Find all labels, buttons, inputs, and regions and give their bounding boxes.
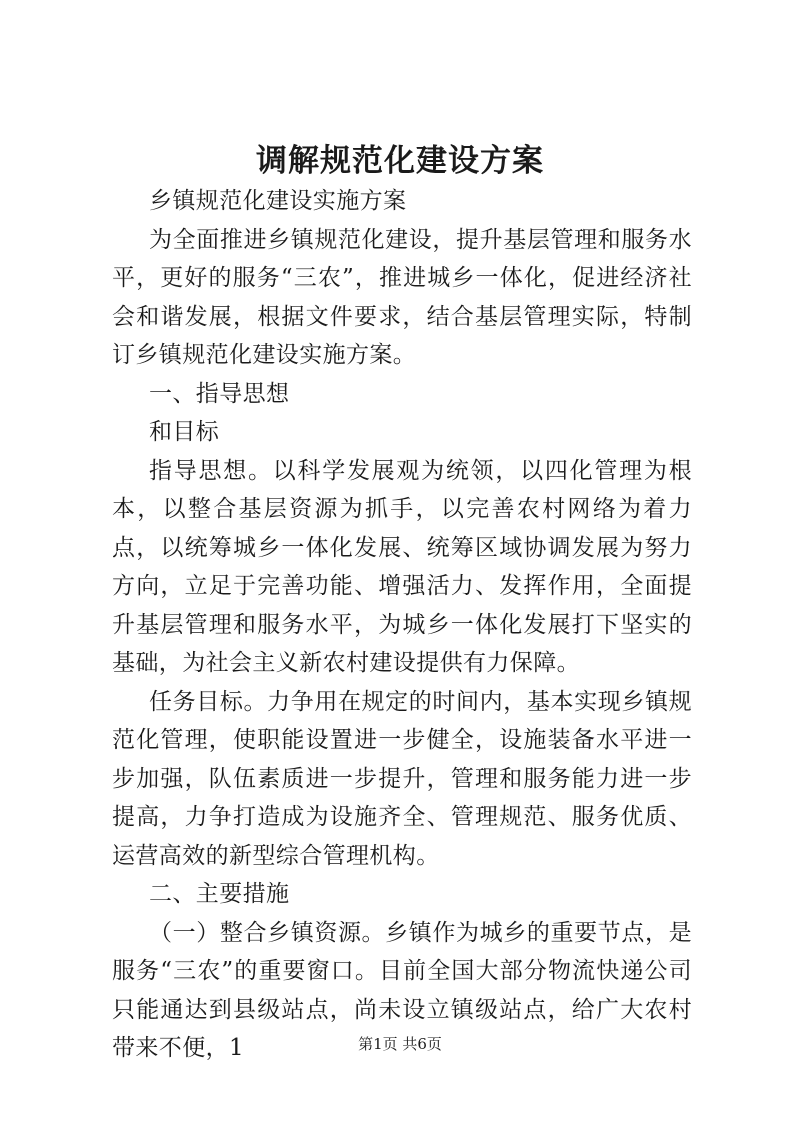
paragraph-subtitle: 乡镇规范化建设实施方案 (149, 188, 407, 214)
document-title: 调解规范化建设方案 (256, 143, 544, 179)
heading-and-goals: 和目标 (149, 419, 220, 445)
document-body (112, 182, 692, 1068)
page-footer: 第1页 共6页 (358, 1035, 442, 1053)
heading-guiding-thought: 一、指导思想 (149, 380, 290, 407)
paragraph-intro: 为全面推进乡镇规范化建设，提升基层管理和服务水平，更好的服务“三农”，推进城乡一体化，促进经济社会和谐发展，根据文件要求，结合基层管理实际，特制订乡镇规范化建设实施方案。 (112, 226, 692, 368)
paragraph-guiding-thought: 指导思想。以科学发展观为统领，以四化管理为根本，以整合基层资源为抓手，以完善农村网络为着力点，以统筹城乡一体化发展、统筹区域协调发展为努力方向，立足于完善功能、增强活力、发挥作用，全面提升基层管理和服务水平，为城乡一体化发展打下坚实的基础，为社会主义新农村建设提供有力保障。 (112, 457, 692, 676)
paragraph-measure-one: （一）整合乡镇资源。乡镇作为城乡的重要节点，是服务“三农”的重要窗口。目前全国大部分物流快递公司只能通达到县级站点，尚未设立镇级站点，给广大农村带来不便，1 (112, 919, 692, 1061)
heading-main-measures: 二、主要措施 (149, 881, 290, 907)
paragraph-task-goals: 任务目标。力争用在规定的时间内，基本实现乡镇规范化管理，使职能设置进一步健全，设施装备水平进一步加强，队伍素质进一步提升，管理和服务能力进一步提高，力争打造成为设施齐全、管理规范、服务优质、运营高效的新型综合管理机构。 (112, 688, 692, 869)
